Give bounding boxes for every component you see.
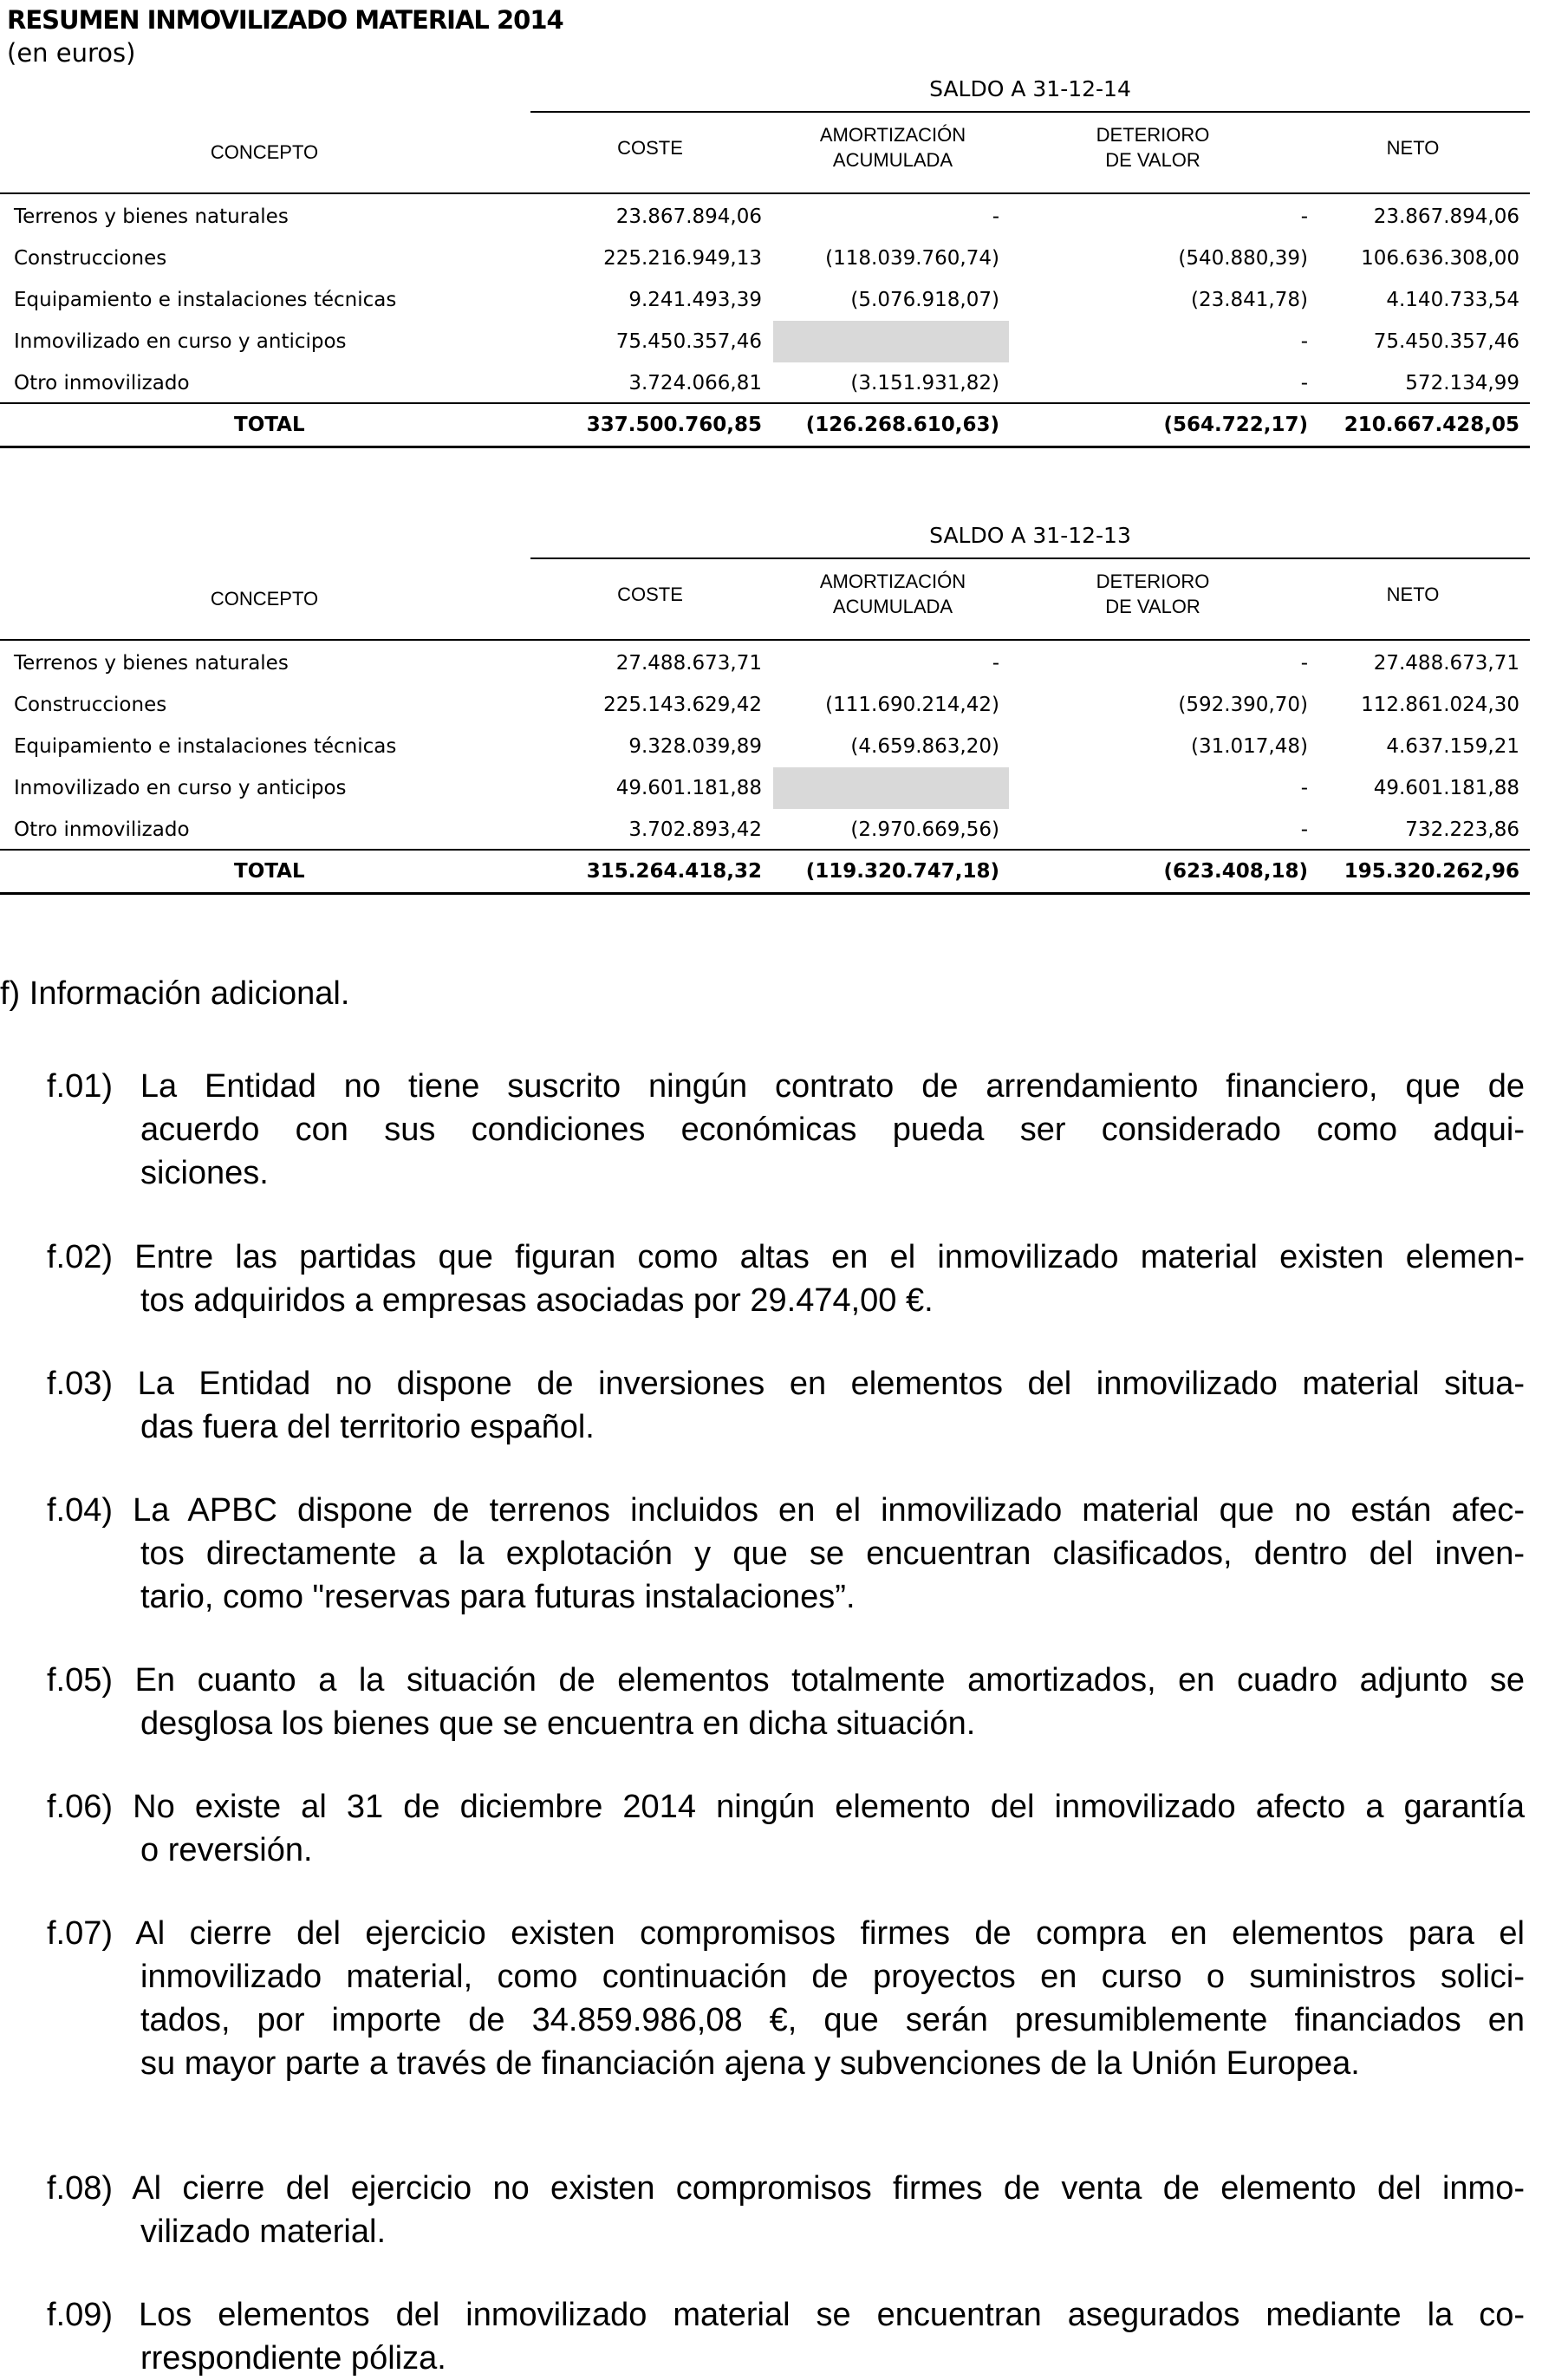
row-label: Construcciones bbox=[14, 247, 167, 270]
col-header-deterioro-2: DE VALOR bbox=[1105, 149, 1200, 171]
neto-value: 106.636.308,00 bbox=[1361, 247, 1519, 270]
amortizacion-value: - bbox=[992, 205, 999, 228]
info-item-first-line: f.04) La APBC dispone de terrenos incluidos en el inmovilizado material que no están afec- bbox=[47, 1492, 1525, 1529]
info-item bbox=[47, 1659, 1525, 1745]
info-item-continuation: tos adquiridos a empresas asociadas por 29.474,00 €. bbox=[140, 1282, 934, 1319]
amortizacion-value: (4.659.863,20) bbox=[850, 735, 999, 758]
info-item bbox=[47, 2293, 1525, 2380]
coste-value: 3.724.066,81 bbox=[628, 372, 762, 394]
row-label: Construcciones bbox=[14, 694, 167, 716]
info-item-continuation: rrespondiente póliza. bbox=[140, 2340, 446, 2377]
info-item-first-line: f.08) Al cierre del ejercicio no existen compromisos firmes de venta de elemento del inmo- bbox=[47, 2170, 1525, 2207]
coste-value: 27.488.673,71 bbox=[615, 652, 762, 675]
col-header-neto: NETO bbox=[1386, 137, 1440, 159]
neto-value: 572.134,99 bbox=[1405, 372, 1519, 394]
saldo-rule bbox=[530, 558, 1530, 559]
row-label: Inmovilizado en curso y anticipos bbox=[14, 330, 347, 353]
total-amortizacion: (119.320.747,18) bbox=[805, 860, 999, 883]
col-header-coste: COSTE bbox=[617, 137, 683, 159]
total-label: TOTAL bbox=[234, 414, 305, 436]
info-item-first-line: f.01) La Entidad no tiene suscrito ningún contrato de arrendamiento financiero, que de bbox=[47, 1068, 1525, 1105]
info-item bbox=[47, 1785, 1525, 1872]
deterioro-value: - bbox=[1300, 777, 1308, 799]
info-item-continuation: vilizado material. bbox=[140, 2214, 386, 2250]
coste-value: 9.241.493,39 bbox=[628, 289, 762, 311]
table-row bbox=[0, 767, 1530, 809]
info-item bbox=[47, 1912, 1525, 2085]
row-label: Inmovilizado en curso y anticipos bbox=[14, 777, 347, 799]
table-row bbox=[0, 726, 1530, 767]
info-item-continuation: tos directamente a la explotación y que se encuentran clasificados, dentro del inven- bbox=[140, 1536, 1525, 1572]
table-row bbox=[0, 321, 1530, 362]
info-item-continuation: o reversión. bbox=[140, 1832, 313, 1868]
neto-value: 112.861.024,30 bbox=[1361, 694, 1519, 716]
info-item-first-line: f.03) La Entidad no dispone de inversiones en elementos del inmovilizado material situa- bbox=[47, 1366, 1525, 1402]
neto-value: 732.223,86 bbox=[1405, 818, 1519, 841]
table-row bbox=[0, 684, 1530, 726]
total-coste: 315.264.418,32 bbox=[586, 860, 762, 883]
total-neto: 195.320.262,96 bbox=[1344, 860, 1519, 883]
col-header-amortizacion-1: AMORTIZACIÓN bbox=[819, 124, 966, 146]
row-label: Equipamiento e instalaciones técnicas bbox=[14, 289, 397, 311]
info-item bbox=[47, 1065, 1525, 1195]
total-row bbox=[0, 851, 1530, 892]
col-header-concepto: CONCEPTO bbox=[210, 588, 319, 610]
coste-value: 225.143.629,42 bbox=[603, 694, 762, 716]
section-heading: f) Información adicional. bbox=[0, 975, 350, 1012]
info-item-continuation: tario, como "reservas para futuras instalaciones”. bbox=[140, 1579, 856, 1615]
deterioro-value: (23.841,78) bbox=[1190, 289, 1308, 311]
col-header-coste: COSTE bbox=[617, 584, 683, 605]
info-item bbox=[47, 1362, 1525, 1449]
summary-table bbox=[0, 523, 1530, 904]
table-row bbox=[0, 238, 1530, 279]
coste-value: 75.450.357,46 bbox=[615, 330, 762, 353]
neto-value: 4.637.159,21 bbox=[1386, 735, 1519, 758]
row-label: Terrenos y bienes naturales bbox=[14, 652, 289, 675]
summary-table bbox=[0, 76, 1530, 458]
coste-value: 23.867.894,06 bbox=[615, 205, 762, 228]
info-item-continuation: siciones. bbox=[140, 1155, 269, 1191]
total-neto: 210.667.428,05 bbox=[1344, 414, 1519, 436]
deterioro-value: (540.880,39) bbox=[1178, 247, 1308, 270]
info-item-continuation: desglosa los bienes que se encuentra en dicha situación. bbox=[140, 1705, 976, 1742]
table-bottom-rule bbox=[0, 446, 1530, 448]
coste-value: 9.328.039,89 bbox=[628, 735, 762, 758]
coste-value: 225.216.949,13 bbox=[603, 247, 762, 270]
info-item bbox=[47, 1489, 1525, 1619]
table-row bbox=[0, 362, 1530, 404]
col-header-concepto: CONCEPTO bbox=[210, 141, 319, 163]
row-label: Otro inmovilizado bbox=[14, 818, 190, 841]
col-header-amortizacion-2: ACUMULADA bbox=[832, 596, 953, 617]
deterioro-value: (31.017,48) bbox=[1190, 735, 1308, 758]
col-header-amortizacion-1: AMORTIZACIÓN bbox=[819, 571, 966, 592]
total-label: TOTAL bbox=[234, 860, 305, 883]
amortizacion-value: (3.151.931,82) bbox=[850, 372, 999, 394]
document-subtitle: (en euros) bbox=[7, 38, 136, 68]
saldo-header: SALDO A 31-12-14 bbox=[929, 76, 1131, 101]
deterioro-value: (592.390,70) bbox=[1178, 694, 1308, 716]
neto-value: 27.488.673,71 bbox=[1373, 652, 1519, 675]
total-row bbox=[0, 404, 1530, 446]
table-row bbox=[0, 809, 1530, 851]
deterioro-value: - bbox=[1300, 330, 1308, 353]
info-item bbox=[47, 1236, 1525, 1322]
header-rule bbox=[0, 192, 1530, 194]
total-deterioro: (623.408,18) bbox=[1163, 860, 1308, 883]
deterioro-value: - bbox=[1300, 818, 1308, 841]
document-title: RESUMEN INMOVILIZADO MATERIAL 2014 bbox=[7, 5, 563, 35]
deterioro-value: - bbox=[1300, 205, 1308, 228]
col-header-deterioro-2: DE VALOR bbox=[1105, 596, 1200, 617]
info-item-first-line: f.06) No existe al 31 de diciembre 2014 ningún elemento del inmovilizado afecto a garantía bbox=[47, 1789, 1525, 1825]
info-item-first-line: f.02) Entre las partidas que figuran como altas en el inmovilizado material existen elemen- bbox=[47, 1239, 1525, 1275]
row-label: Otro inmovilizado bbox=[14, 372, 190, 394]
deterioro-value: - bbox=[1300, 372, 1308, 394]
amortizacion-value: (5.076.918,07) bbox=[850, 289, 999, 311]
amortizacion-value: - bbox=[992, 652, 999, 675]
empty-shaded-cell bbox=[773, 321, 1009, 362]
total-deterioro: (564.722,17) bbox=[1163, 414, 1308, 436]
col-header-amortizacion-2: ACUMULADA bbox=[832, 149, 953, 171]
coste-value: 3.702.893,42 bbox=[628, 818, 762, 841]
info-item-continuation: acuerdo con sus condiciones económicas pueda ser considerado como adqui- bbox=[140, 1112, 1525, 1148]
info-item-continuation: tados, por importe de 34.859.986,08 €, que serán presumiblemente financiados en bbox=[140, 2002, 1525, 2038]
info-item bbox=[47, 2167, 1525, 2253]
col-header-deterioro-1: DETERIORO bbox=[1096, 571, 1210, 592]
info-item-first-line: f.07) Al cierre del ejercicio existen compromisos firmes de compra en elementos para el bbox=[47, 1915, 1525, 1952]
table-row bbox=[0, 642, 1530, 684]
info-item-first-line: f.05) En cuanto a la situación de elementos totalmente amortizados, en cuadro adjunto se bbox=[47, 1662, 1525, 1699]
col-header-deterioro-1: DETERIORO bbox=[1096, 124, 1210, 146]
neto-value: 75.450.357,46 bbox=[1373, 330, 1519, 353]
neto-value: 4.140.733,54 bbox=[1386, 289, 1519, 311]
empty-shaded-cell bbox=[773, 767, 1009, 809]
total-amortizacion: (126.268.610,63) bbox=[805, 414, 999, 436]
deterioro-value: - bbox=[1300, 652, 1308, 675]
info-item-first-line: f.09) Los elementos del inmovilizado material se encuentran asegurados mediante la co- bbox=[47, 2297, 1525, 2333]
amortizacion-value: (111.690.214,42) bbox=[825, 694, 999, 716]
saldo-rule bbox=[530, 111, 1530, 113]
saldo-header: SALDO A 31-12-13 bbox=[929, 523, 1131, 548]
row-label: Equipamiento e instalaciones técnicas bbox=[14, 735, 397, 758]
coste-value: 49.601.181,88 bbox=[615, 777, 762, 799]
info-item-continuation: su mayor parte a través de financiación ajena y subvenciones de la Unión Europea. bbox=[140, 2045, 1360, 2082]
info-item-continuation: inmovilizado material, como continuación de proyectos en curso o suministros solici- bbox=[140, 1959, 1525, 1995]
row-label: Terrenos y bienes naturales bbox=[14, 205, 289, 228]
neto-value: 49.601.181,88 bbox=[1373, 777, 1519, 799]
amortizacion-value: (118.039.760,74) bbox=[825, 247, 999, 270]
total-coste: 337.500.760,85 bbox=[586, 414, 762, 436]
amortizacion-value: (2.970.669,56) bbox=[850, 818, 999, 841]
header-rule bbox=[0, 639, 1530, 641]
col-header-neto: NETO bbox=[1386, 584, 1440, 605]
table-bottom-rule bbox=[0, 892, 1530, 895]
neto-value: 23.867.894,06 bbox=[1373, 205, 1519, 228]
table-row bbox=[0, 196, 1530, 238]
table-row bbox=[0, 279, 1530, 321]
info-item-continuation: das fuera del territorio español. bbox=[140, 1409, 595, 1445]
